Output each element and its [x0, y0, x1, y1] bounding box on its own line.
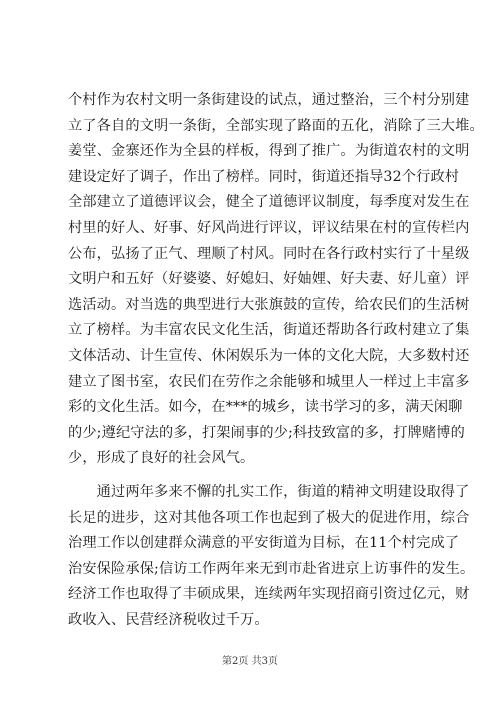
text-line: 公布，弘扬了正气、理顺了村风。同时在各行政村实行了十星级	[68, 245, 470, 262]
text-line: 彩的文化生活。如今，在***的城乡，读书学习的多，满天闲聊	[68, 399, 463, 416]
text-line: 建设定好了调子，作出了榜样。同时，街道还指导32个行政村	[68, 168, 460, 185]
page-footer	[0, 652, 500, 667]
text-line: 文体活动、计生宣传、休闲娱乐为一体的文化大院，大多数村还	[68, 347, 470, 364]
text-line: 立了各自的文明一条街，全部实现了路面的五化，消除了三大堆。	[68, 117, 484, 134]
text-line: 个村作为农村文明一条街建设的试点，通过整治，三个村分别建	[68, 92, 470, 108]
text-line: 文明户和五好（好婆婆、好媳妇、好妯娌、好夫妻、好儿童）评	[68, 271, 470, 288]
text-line: 经济工作也取得了丰硕成果，连续两年实现招商引资过亿元，财	[68, 586, 470, 603]
text-line: 建立了图书室，农民们在劳作之余能够和城里人一样过上丰富多	[68, 373, 470, 390]
text-line: 治安保险承保;信访工作两年来无到市赴省进京上访事件的发生。	[68, 560, 475, 577]
text-line: 少，形成了良好的社会风气。	[68, 450, 255, 467]
text-line: 立了榜样。为丰富农民文化生活，街道还帮助各行政村建立了集	[68, 322, 470, 339]
paragraph-2	[68, 480, 475, 634]
text-line: 通过两年多来不懈的扎实工作，街道的精神文明建设取得了	[68, 483, 470, 500]
text-line: 政收入、民营经济税收过千万。	[68, 611, 269, 628]
text-line: 村里的好人、好事、好风尚进行评议，评议结果在村的宣传栏内	[68, 219, 470, 236]
page-number: 第2页 共3页	[222, 656, 278, 667]
text-line: 姜堂、金寨还作为全县的样板，得到了推广。为街道农村的文明	[68, 143, 470, 160]
body-text	[68, 88, 484, 633]
text-line: 选活动。对当选的典型进行大张旗鼓的宣传，给农民们的生活树	[68, 296, 470, 313]
text-line: 治理工作以创建群众满意的平安街道为目标，在11个村完成了	[68, 535, 460, 552]
text-line: 全部建立了道德评议会，健全了道德评议制度，每季度对发生在	[68, 194, 470, 211]
text-line: 长足的进步，这对其他各项工作也起到了极大的促进作用，综合	[68, 509, 470, 526]
text-line: 的少;遵纪守法的多，打架闹事的少;科技致富的多，打牌赌博的	[68, 424, 465, 441]
paragraph-gap	[68, 472, 434, 480]
paragraph-1	[68, 88, 484, 472]
